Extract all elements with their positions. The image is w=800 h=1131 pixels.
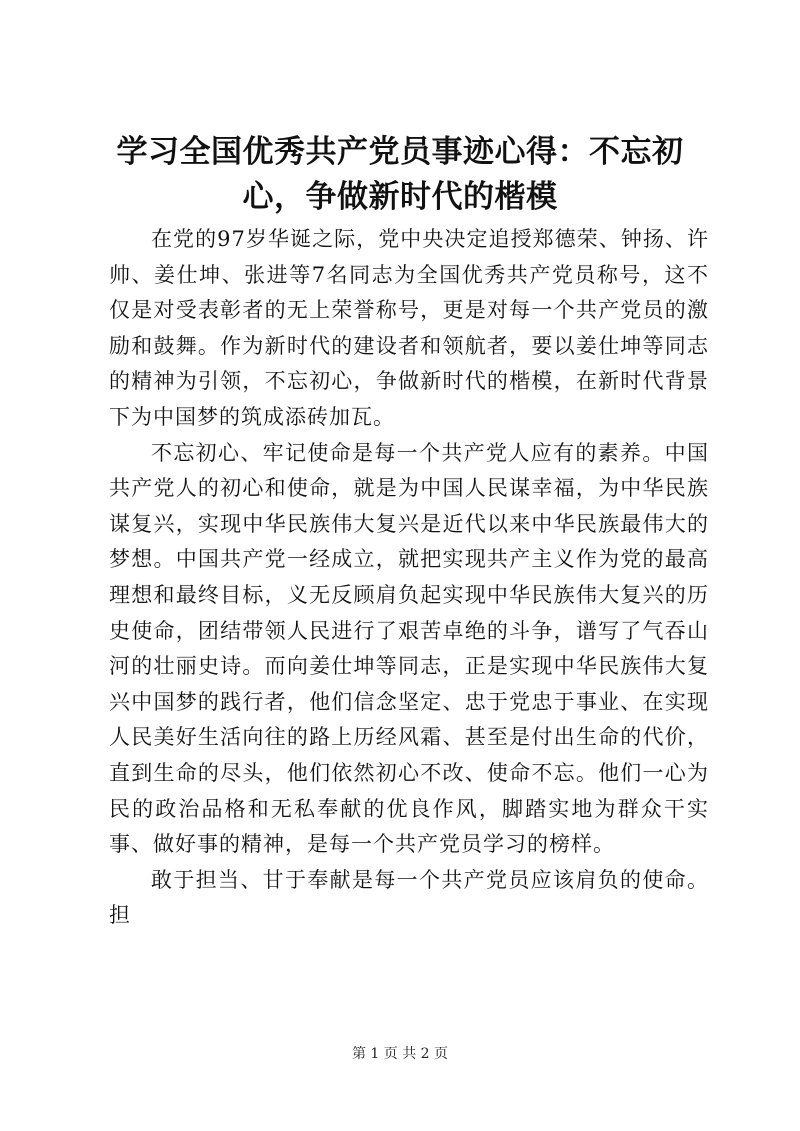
page-number-label: 第 1 页 共 2 页 (351, 1046, 449, 1062)
paragraph: 在党的97岁华诞之际，党中央决定追授郑德荣、钟扬、许帅、姜仕坤、张进等7名同志为全国优秀共产党员称号，这不仅是对受表彰者的无上荣誉称号，更是对每一个共产党员的激励和鼓舞。作为新时代的建设者和领航者，要以姜仕坤等同志的精神为引领，不忘初心，争做新时代的楷模，在新时代背景下为中国梦的筑成添砖加瓦。 (109, 227, 709, 429)
document-body (109, 222, 709, 934)
paragraph: 不忘初心、牢记使命是每一个共产党人应有的素养。中国共产党人的初心和使命，就是为中国人民谋幸福，为中华民族谋复兴，实现中华民族伟大复兴是近代以来中华民族最伟大的梦想。中国共产党一经成立，就把实现共产主义作为党的最高理想和最终目标，义无反顾肩负起实现中华民族伟大复兴的历史使命，团结带领人民进行了艰苦卓绝的斗争，谱写了气吞山河的壮丽史诗。而向姜仕坤等同志，正是实现中华民族伟大复兴中国梦的践行者，他们信念坚定、忠于党忠于事业、在实现人民美好生活向往的路上历经风霜、甚至是付出生命的代价，直到生命的尽头，他们依然初心不改、使命不忘。他们一心为民的政治品格和无私奉献的优良作风，脚踏实地为群众干实事、做好事的精神，是每一个共产党员学习的榜样。 (109, 440, 709, 857)
paragraph: 敢于担当、甘于奉献是每一个共产党员应该肩负的使命。担 (109, 867, 709, 928)
page-footer (0, 1044, 800, 1064)
document-title: 学习全国优秀共产党员事迹心得：不忘初心，争做新时代的楷模 (116, 134, 684, 215)
